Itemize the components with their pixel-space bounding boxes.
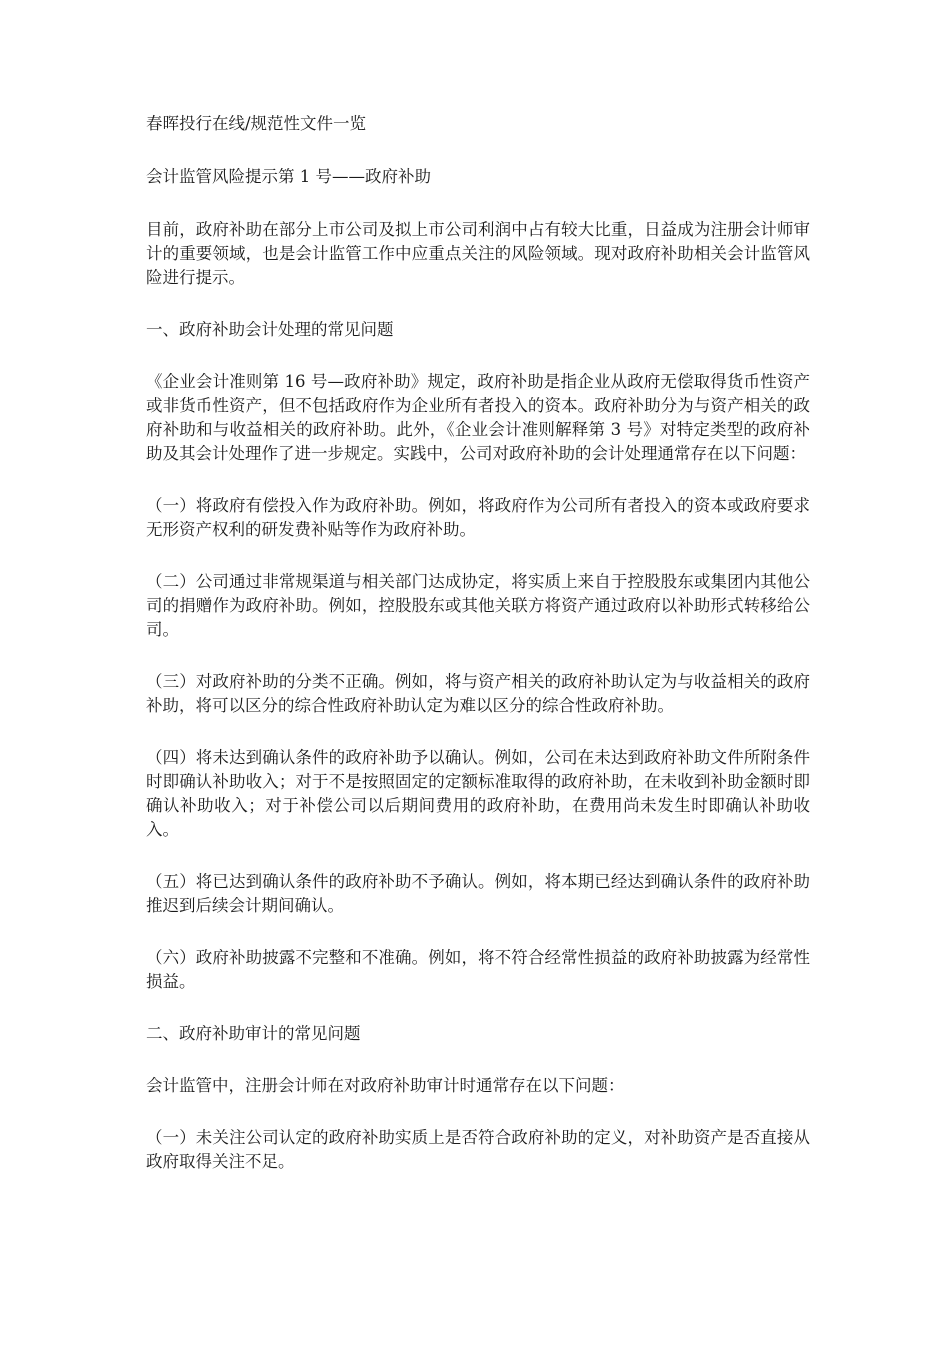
paragraph: 会计监管中，注册会计师在对政府补助审计时通常存在以下问题： bbox=[146, 1076, 625, 1095]
list-item: （三）对政府补助的分类不正确。例如，将与资产相关的政府补助认定为与收益相关的政府补助，将可以区分的综合性政府补助认定为难以区分的综合性政府补助。 bbox=[146, 672, 810, 715]
paragraph-intro: 目前，政府补助在部分上市公司及拟上市公司利润中占有较大比重，日益成为注册会计师审计的重要领域，也是会计监管工作中应重点关注的风险领域。现对政府补助相关会计监管风险进行提示。 bbox=[146, 220, 810, 287]
section-heading-2: 二、政府补助审计的常见问题 bbox=[146, 1024, 361, 1043]
paragraph: 《企业会计准则第 16 号—政府补助》规定，政府补助是指企业从政府无偿取得货币性资产或非货币性资产，但不包括政府作为企业所有者投入的资本。政府补助分为与资产相关的政府补助和与收益相关的政府补助。此外，《企业会计准则解释第 3 号》对特定类型的政府补助及其会计处理作了进一步规定。实践中，公司对政府补助的会计处理通常存在以下问题： bbox=[146, 372, 810, 463]
document-page bbox=[146, 112, 810, 1202]
list-item: （五）将已达到确认条件的政府补助不予确认。例如，将本期已经达到确认条件的政府补助推迟到后续会计期间确认。 bbox=[146, 872, 810, 915]
section-heading-1: 一、政府补助会计处理的常见问题 bbox=[146, 320, 394, 339]
list-item: （二）公司通过非常规渠道与相关部门达成协定，将实质上来自于控股股东或集团内其他公司的捐赠作为政府补助。例如，控股股东或其他关联方将资产通过政府以补助形式转移给公司。 bbox=[146, 572, 810, 639]
document-title: 会计监管风险提示第 1 号——政府补助 bbox=[146, 167, 431, 186]
list-item: （四）将未达到确认条件的政府补助予以确认。例如，公司在未达到政府补助文件所附条件时即确认补助收入；对于不是按照固定的定额标准取得的政府补助，在未收到补助金额时即确认补助收入；对于补偿公司以后期间费用的政府补助，在费用尚未发生时即确认补助收入。 bbox=[146, 748, 810, 839]
list-item: （一）将政府有偿投入作为政府补助。例如，将政府作为公司所有者投入的资本或政府要求无形资产权利的研发费补贴等作为政府补助。 bbox=[146, 496, 810, 539]
list-item: （六）政府补助披露不完整和不准确。例如，将不符合经常性损益的政府补助披露为经常性损益。 bbox=[146, 948, 810, 991]
list-item: （一）未关注公司认定的政府补助实质上是否符合政府补助的定义，对补助资产是否直接从政府取得关注不足。 bbox=[146, 1128, 810, 1171]
breadcrumb: 春晖投行在线/规范性文件一览 bbox=[146, 114, 367, 133]
